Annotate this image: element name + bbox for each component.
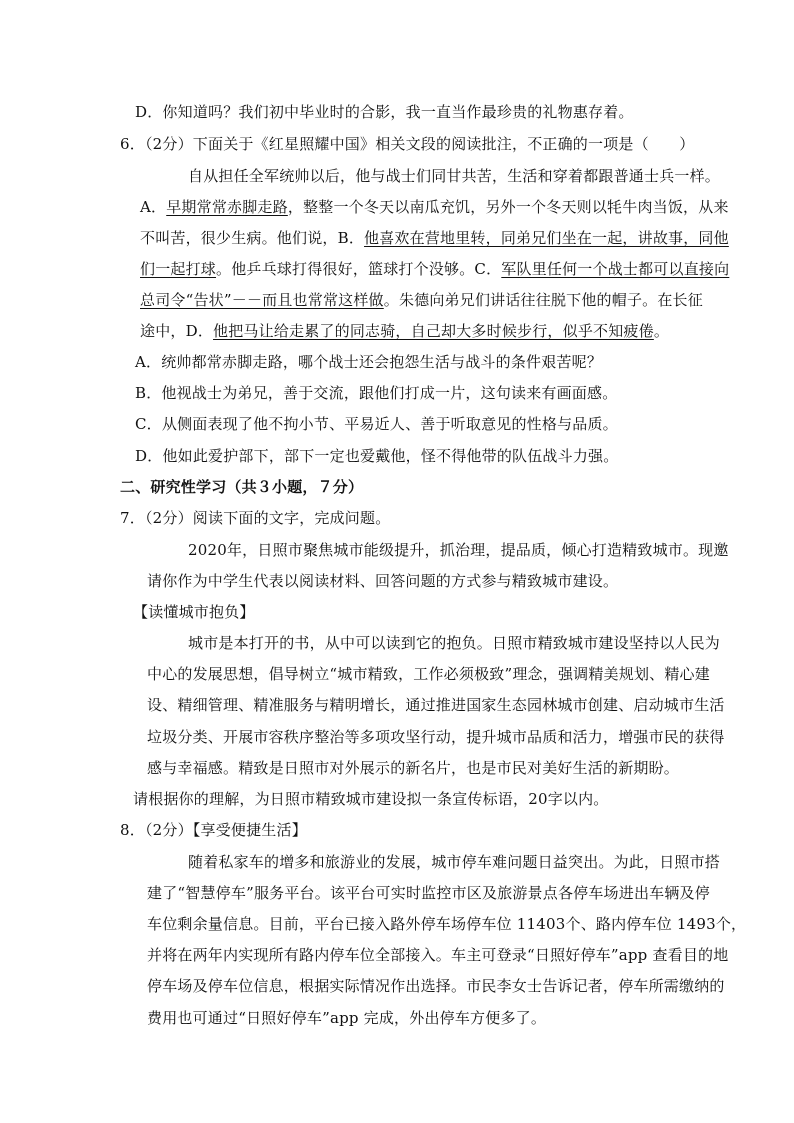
q7-subheading: 【读懂城市抱负】 [133,603,255,621]
passage-text: 不叫苦，很少生病。他们说，B． [140,229,365,247]
q7-paragraph-line-4: 垃圾分类、开展市容秩序整治等多项攻坚行动，提升城市品质和活力，增强市民的获得 [147,728,725,746]
q8-paragraph-line-3: 车位剩余量信息。目前，平台已接入路外停车场停车位 11403个、路内停车位 1493个， [147,915,747,933]
annotation-c-underline-cont: 总司令“告状”－－而且也常常这样做 [140,291,384,309]
option-c: C．从侧面表现了他不拘小节、平易近人、善于听取意见的性格与品质。 [135,415,618,433]
question-8-stem: 8．（2分）【享受便捷生活】 [120,821,307,839]
q7-paragraph-line-5: 感与幸福感。精致是日照市对外展示的新名片，也是市民对美好生活的新期盼。 [147,759,680,777]
annotation-c-underline: 军队里任何一个战士都可以直接向 [501,260,730,278]
option-a: A．统帅都常赤脚走路，哪个战士还会抱怨生活与战斗的条件艰苦呢？ [135,353,603,371]
passage-line-1: 自从担任全军统帅以后，他与战士们同甘共苦，生活和穿着都跟普通士兵一样。 [188,167,721,185]
passage-line-3 [140,228,729,248]
q7-paragraph-line-3: 设、精细管理、精准服务与精明增长，通过推进国家生态园林城市创建、启动城市生活 [147,696,725,714]
annotation-b-underline: 他喜欢在营地里转，同弟兄们坐在一起，讲故事，同他 [364,229,729,247]
passage-line-6 [140,321,669,341]
passage-line-4 [140,259,729,279]
passage-line-5 [140,290,703,310]
annotation-a-underline: 早期常常赤脚走路 [166,198,288,216]
passage-text: 。朱德向弟兄们讲话往往脱下他的帽子。在长征 [383,291,703,309]
option-d: D．他如此爱护部下，部下一定也爱戴他，怪不得他带的队伍战斗力强。 [135,447,619,465]
passage-text: 。他乒乓球打得很好，篮球打个没够。C． [216,260,502,278]
q7-intro-line-1: 2020年，日照市聚焦城市能级提升，抓治理，提品质，倾心打造精致城市。现邀 [188,541,729,559]
q8-paragraph-line-1: 随着私家车的增多和旅游业的发展，城市停车难问题日益突出。为此，日照市搭 [188,853,721,871]
question-7-stem: 7．（2分）阅读下面的文字，完成问题。 [120,509,391,527]
option-b: B．他视战士为弟兄，善于交流，跟他们打成一片，这句读来有画面感。 [135,384,618,402]
q8-paragraph-line-4: 并将在两年内实现所有路内停车位全部接入。车主可登录“日照好停车”app 查看目的地 [147,946,729,964]
passage-text: 。 [653,322,670,340]
section-2-heading: 二、研究性学习（共３小题，７分） [120,478,364,496]
q8-paragraph-line-2: 建了“智慧停车”服务平台。该平台可实时监控市区及旅游景点各停车场进出车辆及停 [147,884,710,902]
annotation-b-underline-cont: 们一起打球 [140,260,217,278]
passage-text: ，整整一个冬天以南瓜充饥，另外一个冬天则以牦牛肉当饭，从来 [287,198,729,216]
q8-paragraph-line-5: 停车场及停车位信息，根据实际情况作出选择。市民李女士告诉记者，停车所需缴纳的 [147,977,725,995]
passage-text: A． [140,198,167,216]
q7-intro-line-2: 请你作为中学生代表以阅读材料、回答问题的方式参与精致城市建设。 [147,572,619,590]
q8-paragraph-line-6: 费用也可通过“日照好停车”app 完成，外出停车方便多了。 [147,1009,547,1027]
question-6-stem: 6．（2分）下面关于《红星照耀中国》相关文段的阅读批注，不正确的一项是（ ） [120,135,695,153]
q7-task: 请根据你的理解，为日照市精致城市建设拟一条宣传标语，20字以内。 [133,790,609,808]
passage-line-2 [140,197,729,217]
q7-paragraph-line-1: 城市是本打开的书，从中可以读到它的抱负。日照市精致城市建设坚持以人民为 [188,634,721,652]
q5-option-d: D．你知道吗？我们初中毕业时的合影，我一直当作最珍贵的礼物惠存着。 [135,103,634,121]
q7-paragraph-line-2: 中心的发展思想，倡导树立“城市精致，工作必须极致”理念，强调精美规划、精心建 [147,665,710,683]
annotation-d-underline: 他把马让给走累了的同志骑，自己却大多时候步行，似乎不知疲倦 [213,322,654,340]
passage-text: 途中，D． [140,322,214,340]
